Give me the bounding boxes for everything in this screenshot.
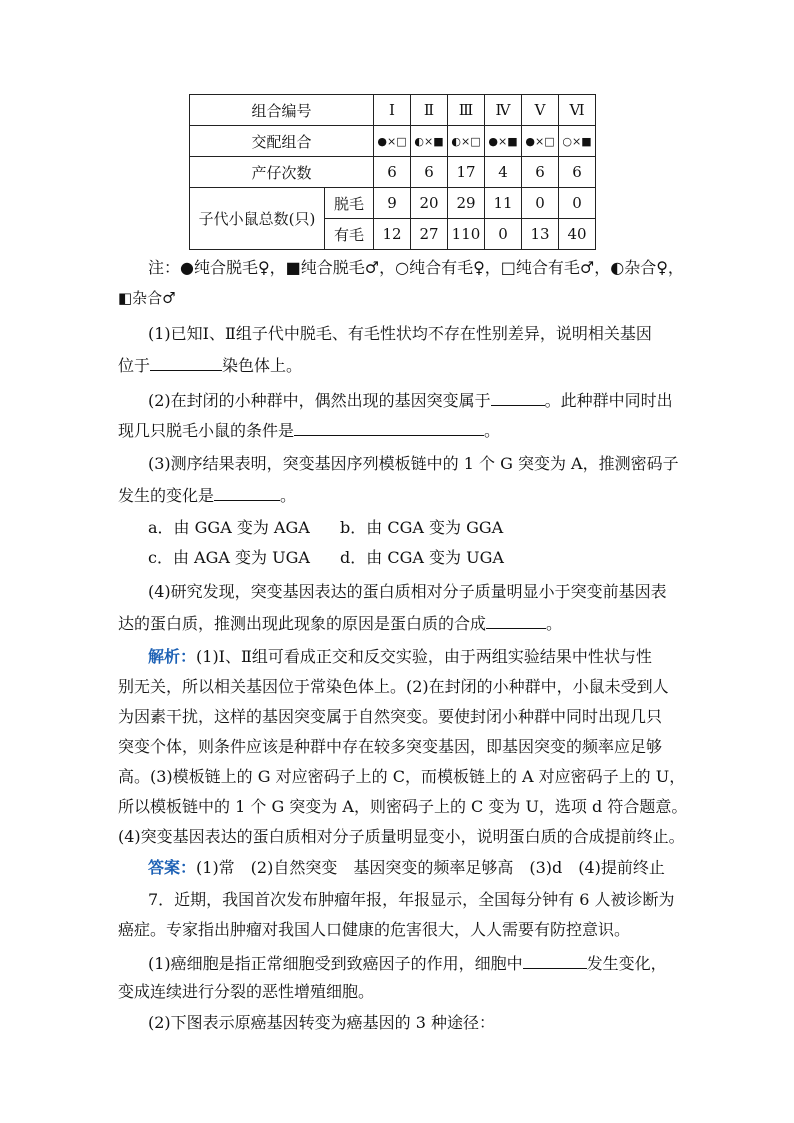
answer-line <box>148 858 665 878</box>
q4-text-before-blank: 达的蛋白质，推测出现此现象的原因是蛋白质的合成 <box>118 614 487 633</box>
litters-cell-2: 6 <box>411 157 448 188</box>
question-4-line-1: (4)研究发现，突变基因表达的蛋白质相对分子质量明显小于突变前基因表 <box>148 582 667 601</box>
q3-text-end: 。 <box>280 486 297 505</box>
q7-1-text-after-blank: 发生变化， <box>586 954 667 973</box>
cross-cell-2: ◐×■ <box>411 126 448 157</box>
q1-answer-blank <box>150 354 222 371</box>
q2-text-after-blank: 。此种群中同时出 <box>544 391 673 410</box>
question-7-line-1: 7．近期，我国首次发布肿瘤年报，年报显示，全国每分钟有 6 人被诊断为 <box>148 890 675 909</box>
analysis-line-5: 高。(3)模板链上的 G 对应密码子上的 C，而模板链上的 A 对应密码子上的 U， <box>118 767 686 786</box>
cross-cell-3: ◐×□ <box>448 126 485 157</box>
question-7-line-2: 癌症。专家指出肿瘤对我国人口健康的危害很大，人人需要有防控意识。 <box>118 920 631 939</box>
option-a: a．由 GGA 变为 AGA <box>148 518 310 537</box>
cross-cell-5: ●×□ <box>522 126 559 157</box>
question-1-line-1: (1)已知Ⅰ、Ⅱ组子代中脱毛、有毛性状均不存在性别差异，说明相关基因 <box>148 324 652 343</box>
col-header-5: Ⅴ <box>522 95 559 126</box>
option-c: c．由 AGA 变为 UGA <box>148 548 310 567</box>
q2-text-before-blank: (2)在封闭的小种群中，偶然出现的基因突变属于 <box>148 391 491 410</box>
haired-cell-2: 27 <box>411 219 448 250</box>
question-1-line-2 <box>118 354 302 376</box>
analysis-line-3: 为因素干扰，这样的基因突变属于自然突变。要使封闭小种群中同时出现几只 <box>118 707 663 726</box>
row-label-group-id: 组合编号 <box>190 95 374 126</box>
question-2-line-2 <box>118 419 500 441</box>
analysis-line-6: 所以模板链中的 1 个 G 突变为 A，则密码子上的 C 变为 U，选项 d 符合题意。 <box>118 797 688 816</box>
question-7-sub-1-line-1 <box>148 952 667 974</box>
litters-cell-4: 4 <box>485 157 522 188</box>
litters-cell-3: 17 <box>448 157 485 188</box>
row-label-litters: 产仔次数 <box>190 157 374 188</box>
q2-text-end: 。 <box>484 421 501 440</box>
question-7-sub-1-line-2: 变成连续进行分裂的恶性增殖细胞。 <box>118 982 375 1001</box>
analysis-line-2: 别无关，所以相关基因位于常染色体上。(2)在封闭的小种群中，小鼠未受到人 <box>118 677 669 696</box>
table-note-line-1: 注：●纯合脱毛♀，■纯合脱毛♂，○纯合有毛♀，□纯合有毛♂，◐杂合♀， <box>148 258 684 277</box>
cross-cell-4: ●×■ <box>485 126 522 157</box>
sub-label-haired: 有毛 <box>325 219 374 250</box>
q3-answer-blank <box>214 484 280 501</box>
table-row-hairless <box>190 188 596 219</box>
col-header-2: Ⅱ <box>411 95 448 126</box>
q7-1-text-before-blank: (1)癌细胞是指正常细胞受到致癌因子的作用，细胞中 <box>148 954 523 973</box>
haired-cell-4: 0 <box>485 219 522 250</box>
hairless-cell-6: 0 <box>559 188 596 219</box>
table-row-cross <box>190 126 596 157</box>
analysis-line-4: 突变个体，则条件应该是种群中存在较多突变基因，即基因突变的频率应足够 <box>118 737 663 756</box>
q2-answer-blank-2 <box>294 419 484 436</box>
q7-1-answer-blank <box>523 952 587 969</box>
table-row-litters <box>190 157 596 188</box>
row-label-cross: 交配组合 <box>190 126 374 157</box>
q1-text-before-blank: 位于 <box>118 356 151 375</box>
haired-cell-3: 110 <box>448 219 485 250</box>
q4-answer-blank <box>486 612 546 629</box>
litters-cell-1: 6 <box>374 157 411 188</box>
cross-results-table <box>189 94 596 250</box>
analysis-line-1 <box>148 647 652 667</box>
question-7-sub-2: (2)下图表示原癌基因转变为癌基因的 3 种途径： <box>148 1013 496 1032</box>
question-2-line-1 <box>148 389 673 411</box>
col-header-4: Ⅳ <box>485 95 522 126</box>
hairless-cell-4: 11 <box>485 188 522 219</box>
col-header-6: Ⅵ <box>559 95 596 126</box>
answer-label: 答案： <box>148 858 197 877</box>
analysis-text-1: (1)Ⅰ、Ⅱ组可看成正交和反交实验，由于两组实验结果中性状与性 <box>196 647 652 666</box>
q4-text-end: 。 <box>546 614 563 633</box>
hairless-cell-2: 20 <box>411 188 448 219</box>
litters-cell-6: 6 <box>559 157 596 188</box>
haired-cell-5: 13 <box>522 219 559 250</box>
cross-cell-6: ○×■ <box>559 126 596 157</box>
haired-cell-1: 12 <box>374 219 411 250</box>
question-4-line-2 <box>118 612 562 634</box>
analysis-label: 解析： <box>148 647 197 666</box>
haired-cell-6: 40 <box>559 219 596 250</box>
table-row-group-id <box>190 95 596 126</box>
q3-text-before-blank: 发生的变化是 <box>118 486 215 505</box>
q2-answer-blank-1 <box>491 389 545 406</box>
q1-text-after-blank: 染色体上。 <box>222 356 303 375</box>
question-3-line-1: (3)测序结果表明，突变基因序列模板链中的 1 个 G 突变为 A，推测密码子 <box>148 454 679 473</box>
analysis-line-7: (4)突变基因表达的蛋白质相对分子质量明显变小，说明蛋白质的合成提前终止。 <box>118 827 685 846</box>
answer-text: (1)常 (2)自然突变 基因突变的频率足够高 (3)d (4)提前终止 <box>196 858 665 877</box>
hairless-cell-5: 0 <box>522 188 559 219</box>
cross-cell-1: ●×□ <box>374 126 411 157</box>
table-note-line-2: ◧杂合♂ <box>118 289 176 307</box>
option-b: b．由 CGA 变为 GGA <box>340 518 504 537</box>
q2-text-before-blank-2: 现几只脱毛小鼠的条件是 <box>118 421 295 440</box>
sub-label-hairless: 脱毛 <box>325 188 374 219</box>
option-d: d．由 CGA 变为 UGA <box>340 548 504 567</box>
col-header-3: Ⅲ <box>448 95 485 126</box>
hairless-cell-3: 29 <box>448 188 485 219</box>
row-label-offspring: 子代小鼠总数(只) <box>190 188 325 250</box>
hairless-cell-1: 9 <box>374 188 411 219</box>
question-3-line-2 <box>118 484 296 506</box>
col-header-1: Ⅰ <box>374 95 411 126</box>
litters-cell-5: 6 <box>522 157 559 188</box>
